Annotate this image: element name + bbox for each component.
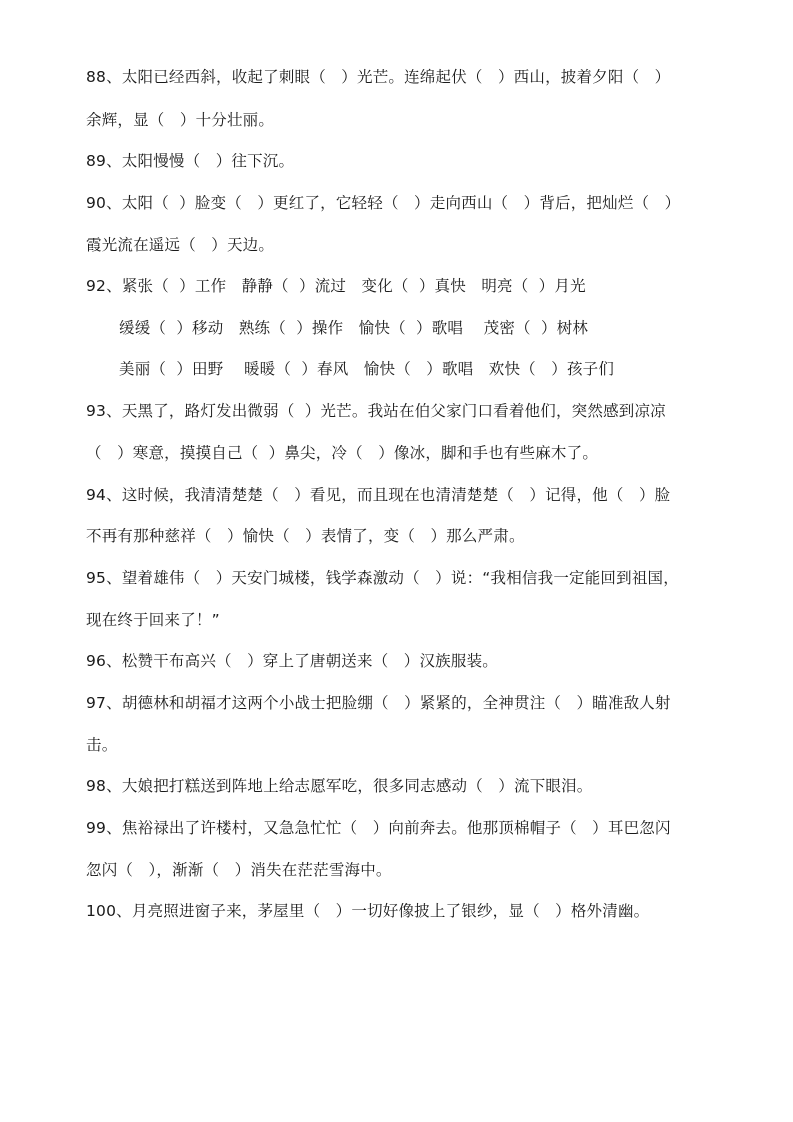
- text-line: 95、望着雄伟（ ）天安门城楼，钱学森激动（ ）说：“我相信我一定能回到祖国，: [86, 569, 679, 587]
- text-line: （ ）寒意，摸摸自己（ ）鼻尖，冷（ ）像冰，脚和手也有些麻木了。: [86, 444, 599, 462]
- text-line: 94、这时候，我清清楚楚（ ）看见，而且现在也清清楚楚（ ）记得，他（ ）脸: [86, 486, 671, 504]
- text-line: 现在终于回来了！”: [86, 611, 220, 629]
- text-line: 88、太阳已经西斜，收起了刺眼（ ）光芒。连绵起伏（ ）西山，披着夕阳（ ）: [86, 68, 671, 86]
- text-line: 99、焦裕禄出了许楼村，又急急忙忙（ ）向前奔去。他那顶棉帽子（ ）耳巴忽闪: [86, 819, 671, 837]
- text-line: 92、紧张（ ）工作 静静（ ）流过 变化（ ）真快 明亮（ ）月光: [86, 277, 586, 295]
- text-line: 100、月亮照进窗子来，茅屋里（ ）一切好像披上了银纱，显（ ）格外清幽。: [86, 902, 650, 920]
- text-line: 忽闪（ ），渐渐（ ）消失在茫茫雪海中。: [86, 861, 392, 879]
- text-line: 美丽（ ）田野 暖暖（ ）春风 愉快（ ）歌唱 欢快（ ）孩子们: [119, 360, 615, 378]
- text-line: 93、天黑了，路灯发出微弱（ ）光芒。我站在伯父家门口看着他们，突然感到凉凉: [86, 402, 666, 420]
- text-line: 98、大娘把打糕送到阵地上给志愿军吃，很多同志感动（ ）流下眼泪。: [86, 777, 593, 795]
- text-line: 97、胡德林和胡福才这两个小战士把脸绷（ ）紧紧的，全神贯注（ ）瞄准敌人射: [86, 694, 671, 712]
- text-line: 96、松赞干布高兴（ ）穿上了唐朝送来（ ）汉族服装。: [86, 652, 498, 670]
- text-line: 90、太阳（ ）脸变（ ）更红了，它轻轻（ ）走向西山（ ）背后，把灿烂（ ）: [86, 194, 681, 212]
- text-line: 击。: [86, 736, 118, 754]
- text-line: 余辉，显（ ）十分壮丽。: [86, 111, 275, 129]
- text-line: 缓缓（ ）移动 熟练（ ）操作 愉快（ ）歌唱 茂密（ ）树林: [119, 319, 589, 337]
- text-line: 霞光流在遥远（ ）天边。: [86, 236, 275, 254]
- text-line: 不再有那种慈祥（ ）愉快（ ）表情了，变（ ）那么严肃。: [86, 527, 525, 545]
- text-line: 89、太阳慢慢（ ）往下沉。: [86, 152, 295, 170]
